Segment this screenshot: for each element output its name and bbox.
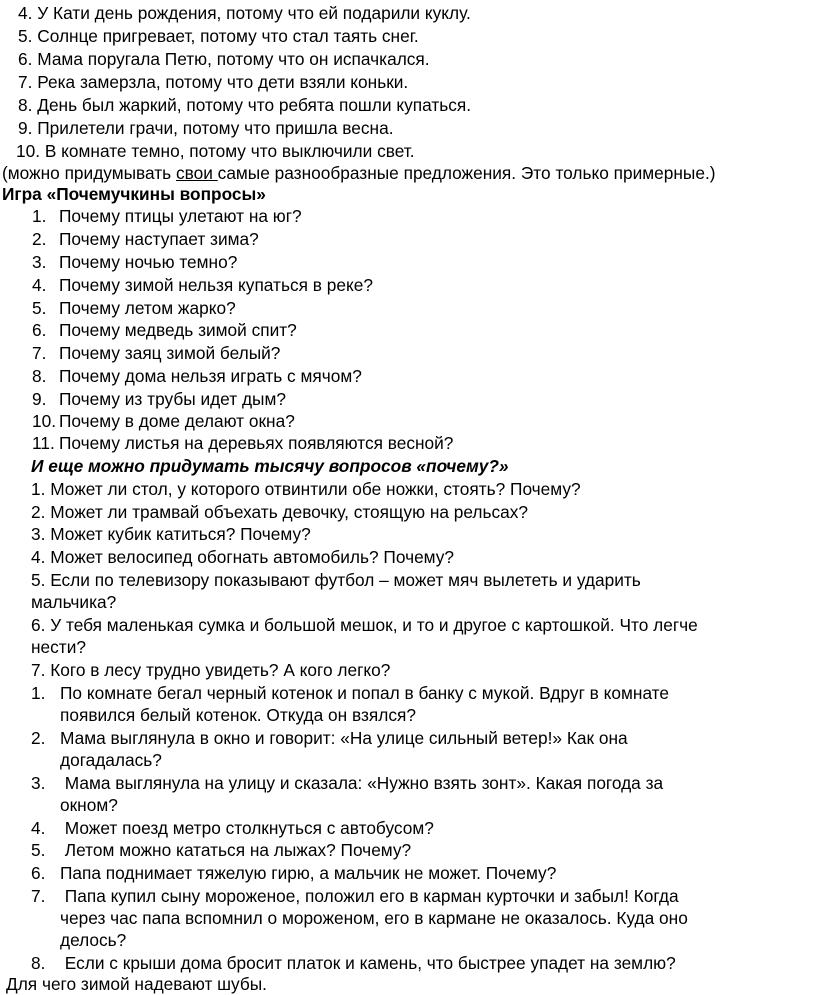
list-item: 1. По комнате бегал черный котенок и попал в банку с мукой. Вдруг в комнате [31, 683, 670, 703]
section-heading: Игра «Почемучкины вопросы» [2, 184, 266, 204]
list-item: 5. Солнце пригревает, потому что стал таять снег. [18, 26, 419, 46]
list-item: 5. Летом можно кататься на лыжах? Почему? [31, 840, 412, 860]
section-subheading: И еще можно придумать тысячу вопросов «почему?» [31, 456, 509, 476]
list-item: 7. Папа купил сыну мороженое, положил его в карман курточки и забыл! Когда [31, 886, 679, 906]
list-item: 5. Если по телевизору показывают футбол – может мяч вылететь и ударить [31, 570, 641, 590]
list-item-continuation: догадалась? [60, 750, 162, 770]
note-paragraph: (можно придумывать свои самые разнообразные предложения. Это только примерные.) [2, 163, 716, 183]
list-item: 1. Может ли стол, у которого отвинтили обе ножки, стоять? Почему? [31, 479, 581, 499]
list-item: 4. Может велосипед обогнать автомобиль? Почему? [31, 547, 455, 567]
list-item: 3. Почему ночью темно? [32, 252, 238, 272]
list-item: 2. Почему наступает зима? [32, 229, 259, 249]
list-item-continuation: нести? [31, 637, 86, 657]
list-item: 7. Почему заяц зимой белый? [32, 343, 281, 363]
list-item: 3. Может кубик катиться? Почему? [31, 524, 311, 544]
list-item: 6. У тебя маленькая сумка и большой мешок, и то и другое с картошкой. Что легче [31, 615, 698, 635]
list-item-continuation: мальчика? [31, 592, 117, 612]
list-item: 4. У Кати день рождения, потому что ей подарили куклу. [18, 3, 471, 23]
list-item: 8. День был жаркий, потому что ребята пошли купаться. [18, 95, 472, 115]
list-item: 1. Почему птицы улетают на юг? [32, 206, 302, 226]
list-item: 7. Река замерзла, потому что дети взяли коньки. [18, 72, 409, 92]
list-item: 8. Если с крыши дома бросит платок и камень, что быстрее упадет на землю? [31, 953, 676, 973]
list-item: 2. Мама выглянула в окно и говорит: «На улице сильный ветер!» Как она [31, 728, 628, 748]
list-item: 9. Почему из трубы идет дым? [32, 389, 286, 409]
list-item: 6. Папа поднимает тяжелую гирю, а мальчик не может. Почему? [31, 863, 557, 883]
list-item: 8. Почему дома нельзя играть с мячом? [32, 366, 362, 386]
list-item: 7. Кого в лесу трудно увидеть? А кого легко? [31, 660, 391, 680]
list-item: 10. Почему в доме делают окна? [32, 411, 295, 431]
list-item-continuation: окном? [60, 795, 118, 815]
list-item: 11. Почему листья на деревьях появляются весной? [32, 433, 454, 453]
underlined-word: свои [175, 163, 218, 183]
list-item: 5. Почему летом жарко? [32, 298, 236, 318]
final-question: Для чего зимой надевают шубы. [6, 974, 267, 994]
list-item-continuation: делось? [60, 930, 127, 950]
list-item-continuation: появился белый котенок. Откуда он взялся? [60, 705, 416, 725]
list-item: 6. Мама поругала Петю, потому что он испачкался. [18, 49, 430, 69]
list-item: 4. Может поезд метро столкнуться с автобусом? [31, 818, 434, 838]
list-item: 3. Мама выглянула на улицу и сказала: «Нужно взять зонт». Какая погода за [31, 773, 664, 793]
list-item-continuation: через час папа вспомнил о мороженом, его в кармане не оказалось. Куда оно [60, 908, 688, 928]
list-item: 9. Прилетели грачи, потому что пришла весна. [18, 118, 394, 138]
list-item: 10. В комнате темно, потому что выключили свет. [16, 141, 415, 161]
list-item: 6. Почему медведь зимой спит? [32, 320, 297, 340]
list-item: 2. Может ли трамвай объехать девочку, стоящую на рельсах? [31, 502, 529, 522]
list-item: 4. Почему зимой нельзя купаться в реке? [32, 275, 373, 295]
